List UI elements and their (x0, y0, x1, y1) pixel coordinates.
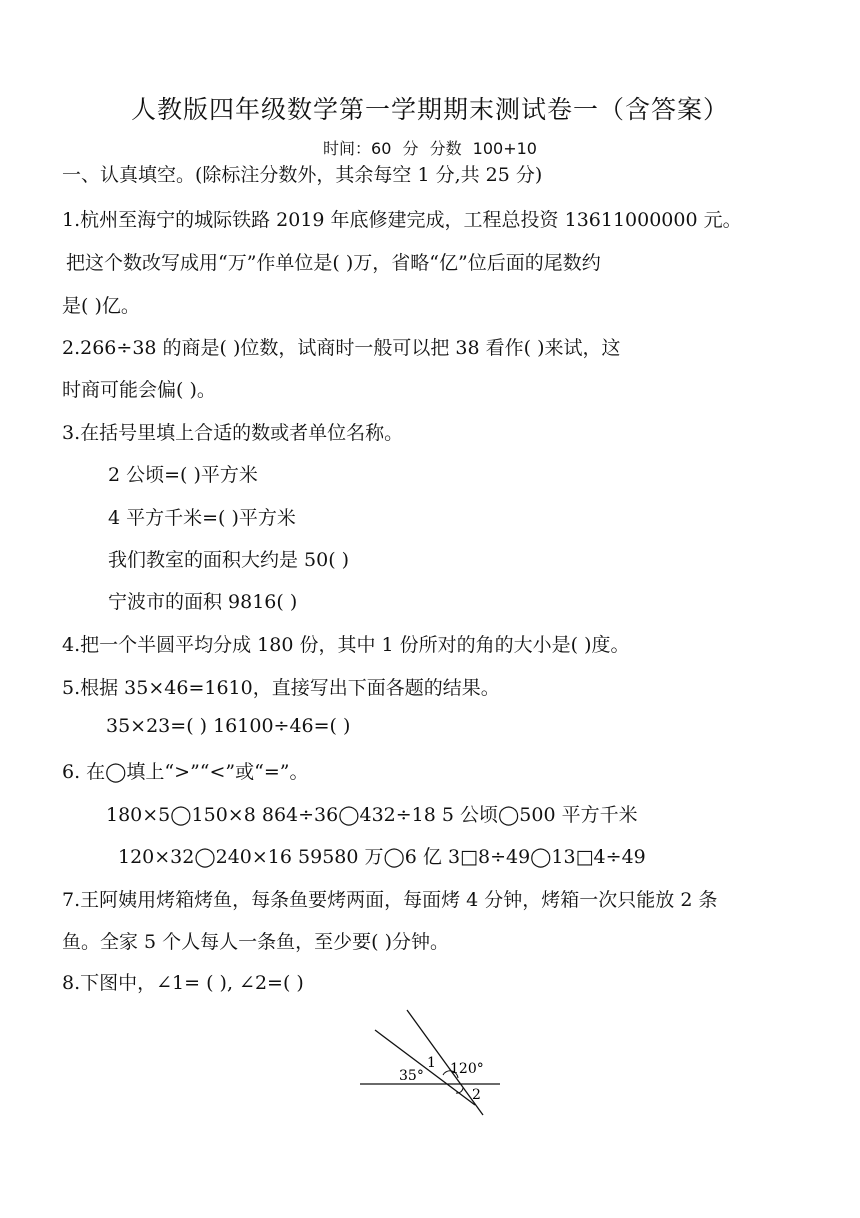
question-3-item-c: 我们教室的面积大约是 50( ) (108, 549, 350, 571)
angle-figure (355, 1005, 505, 1120)
question-7-line-2: 鱼。全家 5 个人每人一条鱼，至少要( )分钟。 (62, 931, 450, 953)
question-1-line-2: 把这个数改写成用“万”作单位是( )万，省略“亿”位后面的尾数约 (66, 252, 601, 274)
question-8-line-1: 8.下图中，∠1= ( ), ∠2=( ) (62, 972, 304, 994)
question-6-line-2: 180×5◯150×8 864÷36◯432÷18 5 公顷◯500 平方千米 (106, 804, 638, 826)
page-title: 人教版四年级数学第一学期期末测试卷一（含答案） (130, 95, 729, 124)
angle-label-35: 35° (399, 1068, 424, 1084)
question-3-item-b: 4 平方千米=( )平方米 (108, 507, 296, 529)
question-3-line-1: 3.在括号里填上合适的数或者单位名称。 (62, 422, 404, 444)
question-1-line-1: 1.杭州至海宁的城际铁路 2019 年底修建完成，工程总投资 13611000000 元。 (62, 209, 742, 231)
angle-label-2: 2 (472, 1087, 481, 1103)
question-6-line-1: 6. 在◯填上“>”“<”或“=”。 (62, 761, 309, 783)
question-2-line-2: 时商可能会偏( )。 (62, 379, 216, 401)
question-3-item-a: 2 公顷=( )平方米 (108, 464, 258, 486)
question-5-line-2: 35×23=( ) 16100÷46=( ) (106, 715, 351, 737)
question-6-line-3: 120×32◯240×16 59580 万◯6 亿 3□8÷49◯13□4÷49 (118, 846, 646, 868)
exam-info: 时间：60 分 分数 100+10 (323, 139, 537, 158)
question-1-line-3: 是( )亿。 (62, 295, 140, 317)
question-2-line-1: 2.266÷38 的商是( )位数，试商时一般可以把 38 看作( )来试，这 (62, 337, 621, 359)
angle-label-120: 120° (450, 1061, 484, 1077)
question-7-line-1: 7.王阿姨用烤箱烤鱼，每条鱼要烤两面，每面烤 4 分钟，烤箱一次只能放 2 条 (62, 889, 718, 911)
angle-label-1: 1 (427, 1055, 436, 1071)
question-4: 4.把一个半圆平均分成 180 份，其中 1 份所对的角的大小是( )度。 (62, 634, 630, 656)
question-3-item-d: 宁波市的面积 9816( ) (108, 591, 298, 613)
section-heading: 一、认真填空。(除标注分数外，其余每空 1 分,共 25 分) (62, 164, 543, 186)
question-5-line-1: 5.根据 35×46=1610，直接写出下面各题的结果。 (62, 677, 500, 699)
